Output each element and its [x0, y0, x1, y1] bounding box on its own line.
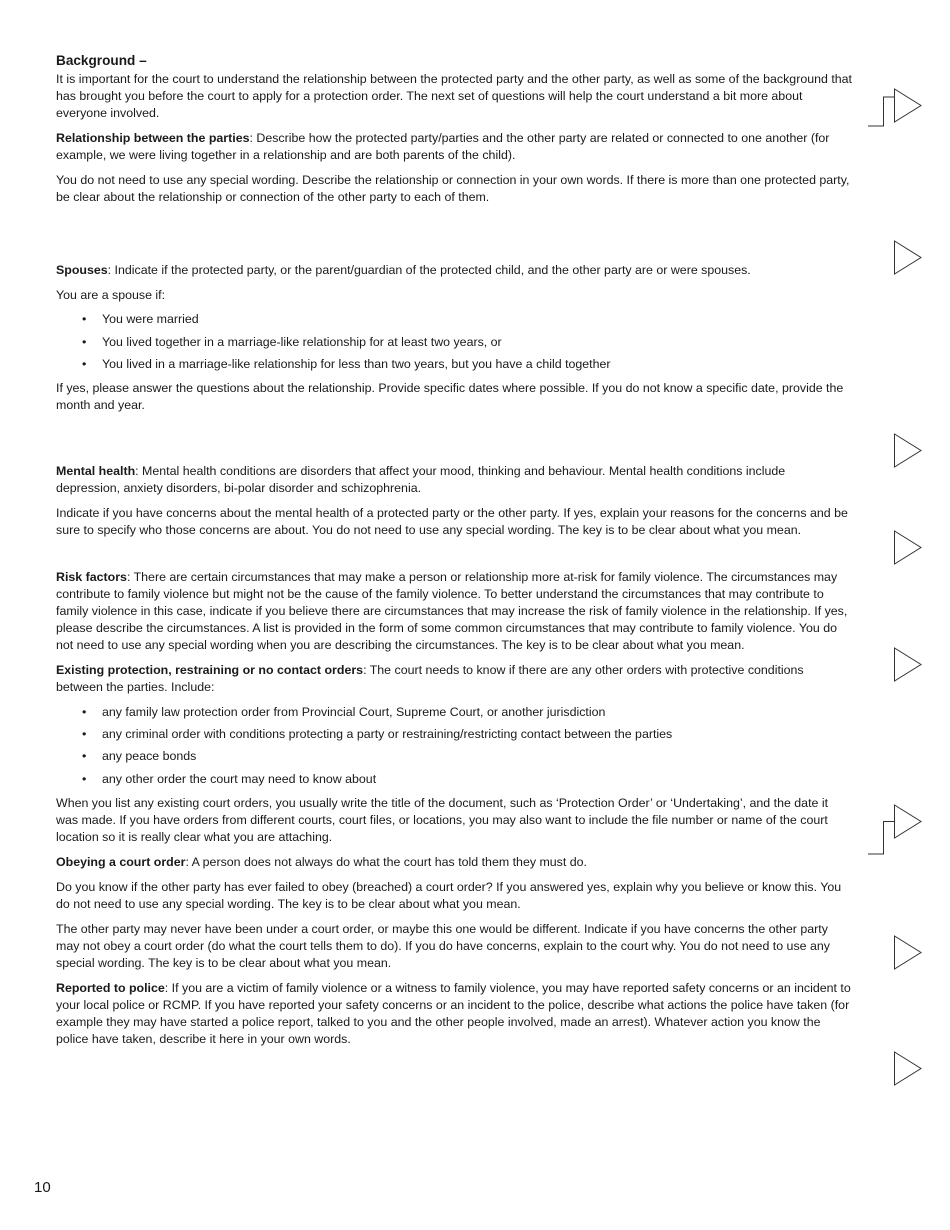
relationship-note: You do not need to use any special wording. Describe the relationship or connection in your own words. If there is more than one protected party, be clear about the relationship or connection of the other party to each of them. — [56, 173, 850, 205]
existing-orders-list — [56, 704, 852, 788]
continue-arrow-icon — [866, 933, 926, 977]
relationship-section — [56, 130, 852, 164]
list-item: • any criminal order with conditions protecting a party or restraining/restricting contact between the parties — [56, 726, 852, 743]
existing-orders-heading: Existing protection, restraining or no contact orders — [56, 663, 364, 678]
police-section — [56, 980, 852, 1049]
instructions-body — [56, 52, 852, 1056]
obeying-para-1: Do you know if the other party has ever failed to obey (breached) a court order? If you answered yes, explain why you believe or know this. You do not need to use any special wording. The key is to be clear about what you mean. — [56, 879, 842, 911]
list-item: • You lived together in a marriage-like relationship for at least two years, or — [56, 334, 852, 351]
mental-health-section — [56, 463, 852, 497]
list-item: • You were married — [56, 311, 852, 328]
obeying-section — [56, 854, 852, 871]
relationship-text: : Describe how the protected party/parties and the other party are related or connected to one another (for example, we were living together in a relationship and are both parents of the child). — [56, 131, 830, 163]
continue-arrow-icon — [866, 645, 926, 689]
section-title-background: Background – — [56, 53, 147, 68]
background-intro: It is important for the court to understand the relationship between the protected party and the other party, as well as some of the background that has brought you before the court to apply for a protection order. The next set of questions will help the court understand a bit more about everyone involved. — [56, 72, 852, 121]
continue-arrow-icon — [866, 238, 926, 282]
continue-arrow-icon — [866, 802, 926, 858]
existing-orders-followup: When you list any existing court orders, you usually write the title of the document, such as ‘Protection Order’ or ‘Undertaking’, and the date it was made. If you have orders from different courts, court files, or locations, you may also want to include the file number or name of the court location so it is really clear what you are attaching. — [56, 795, 829, 845]
spouse-criteria-list — [56, 311, 852, 373]
list-item: • any other order the court may need to know about — [56, 771, 852, 788]
risk-factors-section — [56, 569, 852, 655]
continue-arrow-icon — [866, 528, 926, 572]
page-number: 10 — [34, 1179, 51, 1196]
relationship-heading: Relationship between the parties — [56, 131, 250, 146]
obeying-para-2: The other party may never have been under a court order, or maybe this one would be different. Indicate if you have concerns the other party may not obey a court order (do what the court tells them to do). If you do have concerns, explain to the court why. You do not need to use any special wording. The key is to be clear about what you mean. — [56, 921, 830, 971]
police-heading: Reported to police — [56, 980, 165, 995]
obeying-text: : A person does not always do what the court has told them they must do. — [185, 855, 587, 869]
mental-health-text: : Mental health conditions are disorders that affect your mood, thinking and behaviour. Mental health conditions include depression, anxiety disorders, bi-polar disorder and schizophrenia. — [56, 463, 786, 496]
existing-orders-text: : The court needs to know if there are any other orders with protective conditions between the parties. Include: — [56, 663, 804, 695]
obeying-heading: Obeying a court order — [56, 855, 186, 869]
continue-arrow-icon — [866, 1049, 926, 1093]
spouses-intro: You are a spouse if: — [56, 287, 166, 302]
mental-health-heading: Mental health — [56, 463, 136, 478]
spouses-heading: Spouses — [56, 262, 108, 277]
spouses-followup: If yes, please answer the questions about the relationship. Provide specific dates where possible. If you do not know a specific date, provide the month and year. — [56, 380, 844, 413]
list-item: • You lived in a marriage-like relationship for less than two years, but you have a child together — [56, 356, 852, 373]
list-item: • any family law protection order from Provincial Court, Supreme Court, or another jurisdiction — [56, 704, 852, 721]
existing-orders-section — [56, 662, 852, 696]
mental-health-note: Indicate if you have concerns about the mental health of a protected party or the other party. If yes, explain your reasons for the concerns and be sure to specify who those concerns are about. You do not need to use any special wording. The key is to be clear about what you mean. — [56, 505, 848, 537]
risk-factors-heading: Risk factors — [56, 569, 127, 584]
continue-arrow-icon — [866, 431, 926, 475]
police-text: : If you are a victim of family violence or a witness to family violence, you may have reported safety concerns or an incident to your local police or RCMP. If you have reported your safety concerns or an incident to the police, describe what actions the police have taken (for example they may have started a police report, talked to you and the other people involved, made an arrest). Whatever action you know the police have taken, describe it here in your own words. — [56, 980, 851, 1047]
spouses-text: : Indicate if the protected party, or the parent/guardian of the protected child, and the other party are or were spouses. — [107, 262, 751, 277]
list-item: • any peace bonds — [56, 748, 852, 765]
risk-factors-text: : There are certain circumstances that may make a person or relationship more at-risk for family violence. The circumstances may contribute to family violence but might not be the cause of the family violence. To better understand the circumstances that may contribute to family violence in this case, indicate if you believe there are circumstances that may increase the risk of family violence in the relationship. If yes, please describe the circumstances. A list is provided in the form of some common circumstances that may contribute to family violence. You do not need to use any special wording when you are describing the circumstances. The key is to be clear about what you mean. — [56, 569, 848, 653]
continue-arrow-icon — [866, 86, 926, 130]
spouses-section — [56, 262, 852, 279]
